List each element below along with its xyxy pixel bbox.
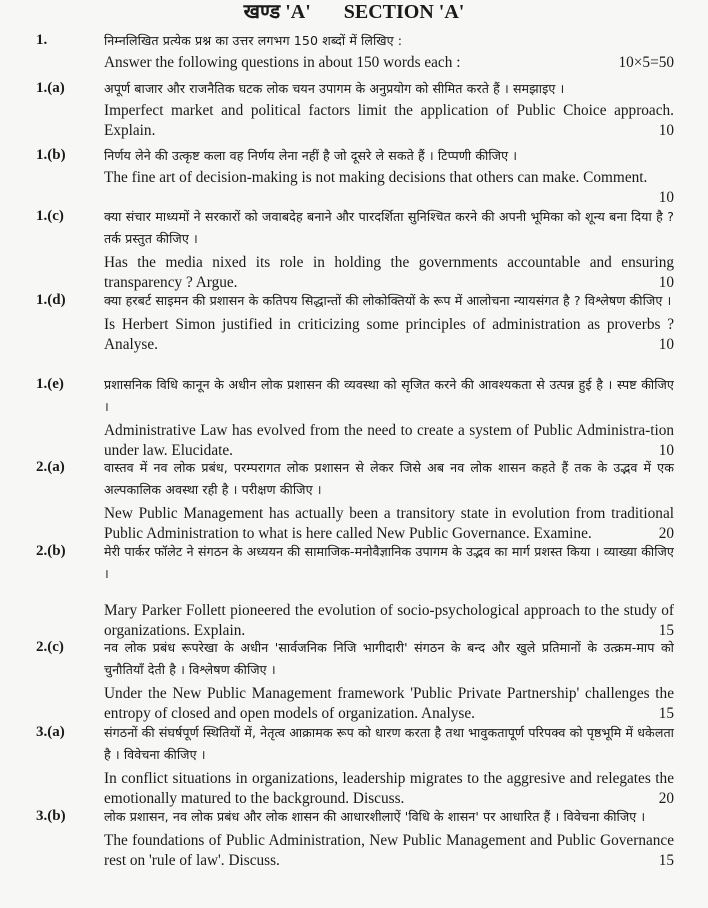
section-title-english: SECTION 'A'	[343, 1, 465, 23]
question-marks: 15	[658, 851, 674, 869]
question-marks: 10	[658, 273, 674, 291]
question-text-english	[104, 168, 674, 188]
section-title-hindi: खण्ड 'A'	[243, 1, 311, 23]
question-text-english-content: The foundations of Public Administration, New Public Management and Public Governance rest on 'rule of law'. Discuss.	[104, 832, 674, 869]
section-header	[0, 0, 708, 24]
question-marks: 10	[658, 188, 674, 206]
question-text-english-content: Answer the following questions in about 150 words each :	[104, 54, 461, 71]
question-number: 1.(d)	[36, 292, 66, 308]
question-body	[104, 30, 674, 73]
question-marks: 10	[658, 121, 674, 139]
question-text-english-content: Under the New Public Management framework 'Public Private Partnership' challenges the entropy of closed and open models of organization. Analyse.	[104, 685, 674, 722]
question-text-english	[104, 769, 674, 808]
question-body	[104, 541, 674, 640]
question-number: 3.(a)	[36, 724, 65, 740]
question-text-english-content: Administrative Law has evolved from the need to create a system of Public Administra-tion under law. Elucidate.	[104, 422, 674, 459]
question-marks: 10	[658, 441, 674, 459]
question-body	[104, 374, 674, 460]
question-number: 1.(e)	[36, 376, 64, 392]
question-marks: 10	[658, 335, 674, 353]
question-text-english	[104, 504, 674, 543]
question-number: 2.(a)	[36, 459, 65, 475]
question-marks: 15	[658, 704, 674, 722]
question-body	[104, 806, 674, 870]
question-text-english-content: Imperfect market and political factors limit the application of Public Choice approach. Explain.	[104, 102, 674, 139]
question-number: 2.(b)	[36, 543, 66, 559]
question-text-english-content: New Public Management has actually been a transitory state in evolution from traditional Public Administration to what is here called New Public Governance. Examine.	[104, 505, 674, 542]
question-text-english-content: In conflict situations in organizations, leadership migrates to the aggresive and relegates the emotionally matured to the background. Discuss.	[104, 770, 674, 807]
question-number: 1.(b)	[36, 147, 66, 163]
question-text-hindi: प्रशासनिक विधि कानून के अधीन लोक प्रशासन की व्यवस्था को सृजित करने की आवश्यकता से उत्पन्न हुई है । स्पष्ट कीजिए ।	[104, 377, 674, 414]
question-text-hindi: निम्नलिखित प्रत्येक प्रश्न का उत्तर लगभग 150 शब्दों में लिखिए :	[104, 33, 403, 48]
question-text-hindi: अपूर्ण बाजार और राजनैतिक घटक लोक चयन उपागम के अनुप्रयोग को सीमित करते हैं । समझाइए ।	[104, 81, 565, 96]
question-body	[104, 145, 674, 207]
question-marks: 20	[658, 789, 674, 807]
question-text-english	[104, 53, 674, 73]
question-text-english	[104, 101, 674, 140]
question-text-hindi: वास्तव में नव लोक प्रबंध, परम्परागत लोक प्रशासन से लेकर जिसे अब नव लोक शासन कहते हैं तक के उद्भव में एक अल्पकालिक अवस्था रही है । परीक्षण कीजिए ।	[104, 460, 674, 497]
question-body	[104, 290, 674, 354]
question-text-english	[104, 831, 674, 870]
question-text-hindi: क्या हरबर्ट साइमन की प्रशासन के कतिपय सिद्धान्तों की लोकोक्तियों के रूप में आलोचना न्यायसंगत है ? विश्लेषण कीजिए ।	[104, 293, 672, 308]
question-text-english-content: Has the media nixed its role in holding the governments accountable and ensuring transparency ? Argue.	[104, 254, 674, 291]
question-text-hindi: लोक प्रशासन, नव लोक प्रबंध और लोक शासन की आधारशीलाऐं 'विधि के शासन' पर आधारित हैं । विवेचना कीजिए ।	[104, 809, 646, 824]
question-text-hindi: क्या संचार माध्यमों ने सरकारों को जवाबदेह बनाने और पारदर्शिता सुनिश्चित करने की अपनी भूमिका को शून्य बना दिया है ? तर्क प्रस्तुत कीजिए ।	[104, 209, 674, 246]
question-marks: 20	[658, 524, 674, 542]
question-text-hindi: संगठनों की संघर्षपूर्ण स्थितियों में, नेतृत्व आक्रामक रूप को धारण करता है तथा भावुकतापूर्ण परिपक्व को पृष्ठभूमि में धकेलता है । विवेचना कीजिए ।	[104, 725, 674, 762]
question-body	[104, 637, 674, 723]
question-body	[104, 457, 674, 543]
question-text-english	[104, 253, 674, 292]
question-text-english	[104, 684, 674, 723]
question-number: 2.(c)	[36, 639, 64, 655]
question-number: 1.(c)	[36, 208, 64, 224]
question-text-hindi: निर्णय लेने की उत्कृष्ट कला वह निर्णय लेना नहीं है जो दूसरे ले सकते हैं । टिप्पणी कीजिए ।	[104, 148, 518, 163]
question-text-english-content: Is Herbert Simon justified in criticizing some principles of administration as proverbs ? Analyse.	[104, 316, 674, 353]
question-body	[104, 206, 674, 292]
question-number: 1.(a)	[36, 80, 65, 96]
question-text-english	[104, 315, 674, 354]
question-text-english	[104, 421, 674, 460]
question-text-english-content: The fine art of decision-making is not making decisions that others can make. Comment.	[104, 169, 648, 186]
question-text-hindi: नव लोक प्रबंध रूपरेखा के अधीन 'सार्वजनिक निजि भागीदारी' संगठन के बन्द और खुले प्रतिमानों के उत्क्रम-माप को चुनौतियाँ देती है । विश्लेषण कीजिए ।	[104, 640, 674, 677]
question-body	[104, 78, 674, 140]
question-marks: 10×5=50	[618, 54, 674, 71]
question-text-english	[104, 601, 674, 640]
question-number: 1.	[36, 32, 48, 48]
question-number: 3.(b)	[36, 808, 66, 824]
question-text-english-content: Mary Parker Follett pioneered the evolution of socio-psychological approach to the study of organizations. Explain.	[104, 602, 674, 639]
question-text-hindi: मेरी पार्कर फॉलेट ने संगठन के अध्ययन की सामाजिक-मनोवैज्ञानिक उपागम के उद्भव का मार्ग प्रशस्त किया । व्याख्या कीजिए ।	[104, 544, 674, 581]
question-body	[104, 722, 674, 808]
question-marks: 15	[658, 621, 674, 639]
